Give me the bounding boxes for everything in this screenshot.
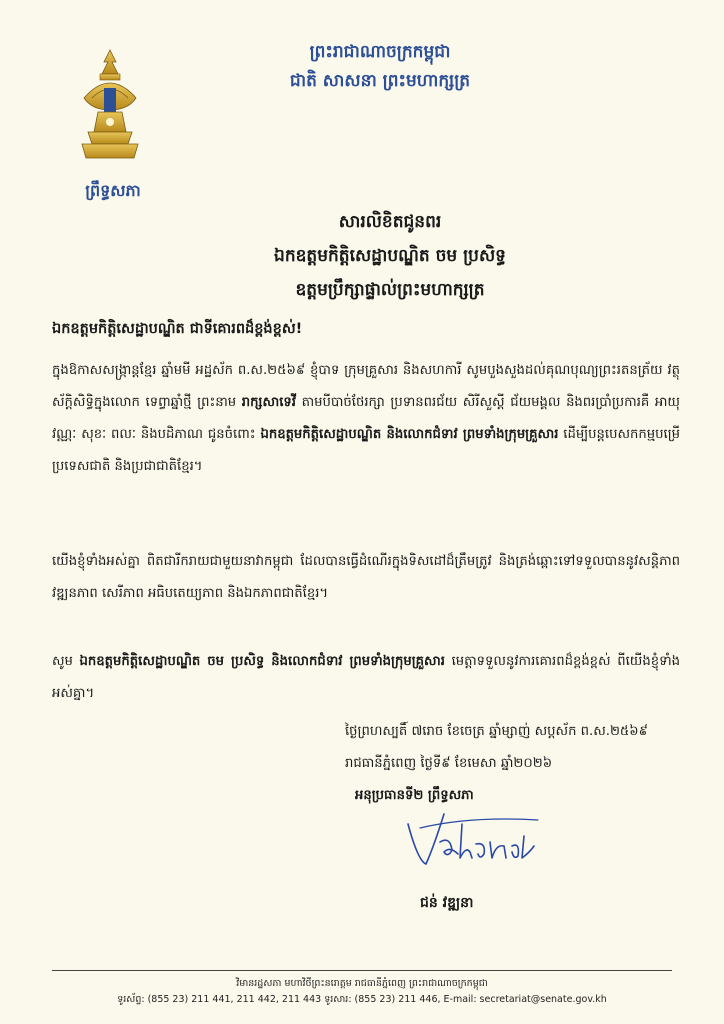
paragraph-1-text-c: ដើម្បីបន្តបេសកកម្មបម្រើប្រទេសជាតិ និងប្រជាជាតិខ្មែរ។ <box>52 427 680 474</box>
title-line-3: ឧត្តមប្រឹក្សាផ្ទាល់ព្រះមហាក្សត្រ <box>295 280 485 300</box>
paragraph-1-text-b: តាមបីបាច់ថែរក្សា ប្រទានពរជ័យ សិរីសួស្តី ជ័យមង្គល និងពរប្រាំប្រការគឺ អាយុ វណ្ណៈ សុខៈ ពលៈ និងបដិភាណ ជូនចំពោះ <box>52 395 680 442</box>
date-lunar: ថ្ងៃព្រហស្បតិ៍ ៧រោច ខែចេត្រ ឆ្នាំម្សាញ់ សប្តស័ក ព.ស.២៥៦៩ <box>345 724 648 739</box>
paragraph-1-bold-a: រាក្សសាទេវី <box>241 395 296 410</box>
paragraph-2: យើងខ្ញុំទាំងអស់គ្នា ពិតជារីករាយជាមួយនាវាកម្ពុជា ដែលបានធ្វើដំណើរក្នុងទិសដៅដ៏ត្រឹមត្រូវ និងត្រង់ឆ្ពោះទៅទទួលបាននូវសន្តិភាព វឌ្ឍនភាព សេរីភាព អធិបតេយ្យភាព និងឯកភាពជាតិខ្មែរ។ <box>52 554 680 601</box>
motto-line: ជាតិ សាសនា ព្រះមហាក្សត្រ <box>289 71 471 91</box>
national-motto <box>250 38 510 96</box>
signer-name: ជន់ វឌ្ឍនា <box>420 895 474 911</box>
paragraph-1-bold-b: ឯកឧត្តមកិត្តិសេដ្ឋាបណ្ឌិត និងលោកជំទាវ ព្រមទាំងក្រុមគ្រួសារ <box>260 427 559 442</box>
signer-role: អនុប្រធានទី២ ព្រឹទ្ធសភា <box>355 788 474 803</box>
paragraph-3-text-a: សូម <box>52 654 80 669</box>
footer-contact: ទូរស័ព្ទ: (855 23) 211 441, 211 442, 211 443 ទូរសារ: (855 23) 211 446, E-mail: secretariat@senate.gov.kh <box>117 994 607 1005</box>
royal-arms-icon <box>78 48 142 168</box>
letter-title <box>120 205 660 307</box>
paragraph-1 <box>52 355 680 483</box>
paragraph-3-text-b: មេត្តាទទួលនូវការគោរពដ៏ខ្ពង់ខ្ពស់ ពីយើងខ្ញុំទាំងអស់គ្នា។ <box>52 654 681 701</box>
organization-name: ព្រឹទ្ធសភា <box>85 181 141 200</box>
paragraph-3 <box>52 646 680 710</box>
title-line-2: ឯកឧត្តមកិត្តិសេដ្ឋាបណ្ឌិត ចម ប្រសិទ្ធ <box>274 246 506 266</box>
footer-address: វិមានរដ្ឋសភា មហាវិថីព្រះនរោត្តម រាជធានីភ្នំពេញ ព្រះរាជាណាចក្រកម្ពុជា <box>236 978 488 989</box>
footer <box>40 976 684 1008</box>
paragraph-1-text-a: ក្នុងឱកាសសង្ក្រាន្តខ្មែរ ឆ្នាំមមី អដ្ឋស័ក ព.ស.២៥៦៩ ខ្ញុំបាទ ក្រុមគ្រួសារ និងសហការី សូមបួងសួងដល់គុណបុណ្យព្រះរតនត្រ័យ វត្ថុស័ក្តិសិទ្ធិក្នុងលោក ទេព្ធាឆ្នាំថ្មី ព្រះនាម <box>52 363 680 410</box>
title-line-1: សារលិខិតជូនពរ <box>338 212 442 232</box>
date-solar: រាជធានីភ្នំពេញ ថ្ងៃទី៩ ខែមេសា ឆ្នាំ២០២៦ <box>345 756 553 771</box>
footer-divider <box>52 970 672 971</box>
date-block <box>345 716 685 812</box>
kingdom-name: ព្រះរាជាណាចក្រកម្ពុជា <box>309 42 451 62</box>
paragraph-3-bold: ឯកឧត្តមកិត្តិសេដ្ឋាបណ្ឌិត ចម ប្រសិទ្ធ និងលោកជំទាវ ព្រមទាំងក្រុមគ្រួសារ <box>79 654 445 669</box>
salutation: ឯកឧត្តមកិត្តិសេដ្ឋាបណ្ឌិត ជាទីគោរពដ៏ខ្ពង់ខ្ពស់! <box>52 321 303 337</box>
signature <box>400 806 550 876</box>
